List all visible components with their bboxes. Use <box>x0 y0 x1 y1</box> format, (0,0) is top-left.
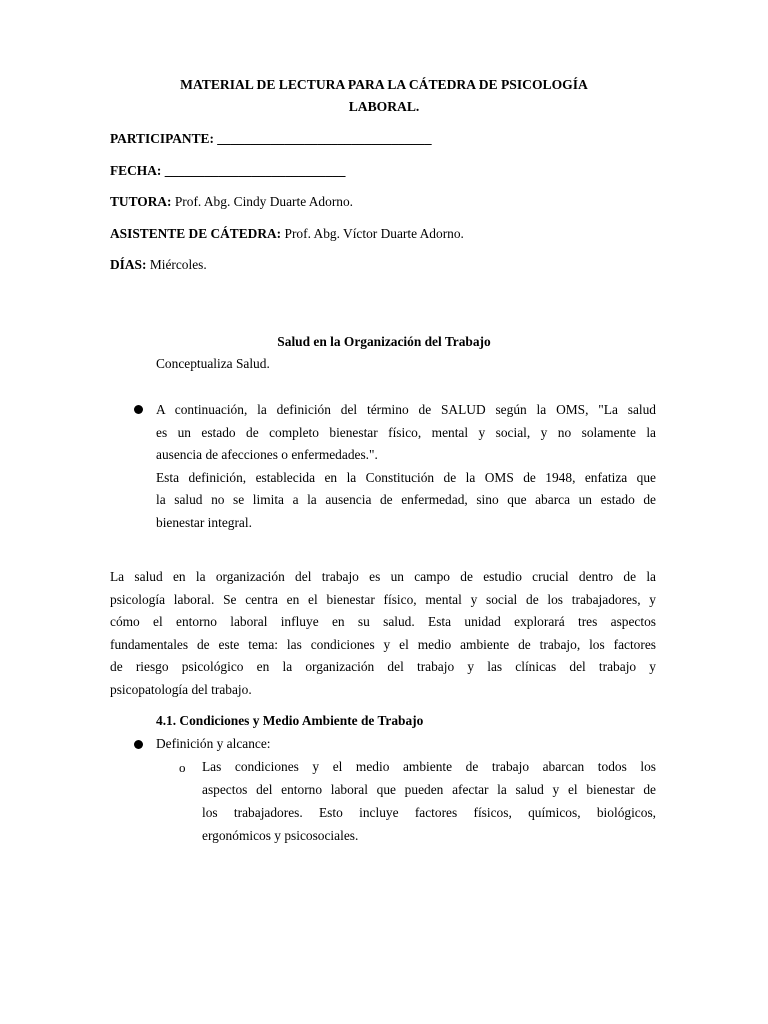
asistente-label: ASISTENTE DE CÁTEDRA: <box>110 226 282 241</box>
bullet1-line: ausencia de afecciones o enfermedades.". <box>156 447 378 462</box>
bullet1-line: A continuación, la definición del término de SALUD según la OMS, "La salud <box>156 402 656 417</box>
bullet2-label: Definición y alcance: <box>156 736 271 751</box>
paragraph-line: psicopatología del trabajo. <box>110 682 252 697</box>
asistente-field <box>110 226 464 242</box>
paragraph-line: cómo el entorno laboral influye en su salud. Esta unidad explorará tres aspectos <box>110 614 656 629</box>
dias-value: Miércoles. <box>146 257 207 272</box>
subsection-heading: 4.1. Condiciones y Medio Ambiente de Trabajo <box>156 713 424 728</box>
participante-label: PARTICIPANTE: <box>110 131 214 146</box>
paragraph-line: psicología laboral. Se centra en el bienestar físico, mental y social de los trabajadores, y <box>110 592 656 607</box>
tutora-label: TUTORA: <box>110 194 172 209</box>
fecha-label: FECHA: <box>110 163 162 178</box>
bullet1-line: bienestar integral. <box>156 515 252 530</box>
section-heading: Salud en la Organización del Trabajo <box>277 334 491 349</box>
participante-field <box>110 131 432 147</box>
bullet1-line: Esta definición, establecida en la Constitución de la OMS de 1948, enfatiza que <box>156 470 656 485</box>
dias-label: DÍAS: <box>110 257 147 272</box>
bullet1-line: es un estado de completo bienestar físico, mental y social, y no solamente la <box>156 425 656 440</box>
sub-bullet-line: Las condiciones y el medio ambiente de trabajo abarcan todos los <box>202 759 656 774</box>
bullet-dot <box>134 740 143 749</box>
sub-bullet-marker: o <box>179 760 186 775</box>
sub-bullet-line: ergonómicos y psicosociales. <box>202 828 359 843</box>
bullet1-line: la salud no se limita a la ausencia de enfermedad, sino que abarca un estado de <box>156 492 656 507</box>
document-title-line-1: MATERIAL DE LECTURA PARA LA CÁTEDRA DE PSICOLOGÍA <box>180 77 588 92</box>
bullet-dot <box>134 405 143 414</box>
section-subheading: Conceptualiza Salud. <box>156 356 270 371</box>
fecha-blank: ___________________________ <box>164 163 346 178</box>
paragraph-line: fundamentales de este tema: las condiciones y el medio ambiente de trabajo, los factores <box>110 637 656 652</box>
tutora-field <box>110 194 353 210</box>
fecha-field <box>110 163 345 179</box>
sub-bullet-line: aspectos del entorno laboral que pueden afectar la salud y el bienestar de <box>202 782 656 797</box>
document-title-line-2: LABORAL. <box>348 99 420 114</box>
tutora-value: Prof. Abg. Cindy Duarte Adorno. <box>171 194 354 209</box>
participante-blank: ________________________________ <box>217 131 432 146</box>
sub-bullet-line: los trabajadores. Esto incluye factores físicos, químicos, biológicos, <box>202 805 656 820</box>
paragraph-line: La salud en la organización del trabajo es un campo de estudio crucial dentro de la <box>110 569 656 584</box>
dias-field <box>110 257 207 273</box>
paragraph-line: de riesgo psicológico en la organización del trabajo y las clínicas del trabajo y <box>110 659 656 674</box>
asistente-value: Prof. Abg. Víctor Duarte Adorno. <box>281 226 464 241</box>
